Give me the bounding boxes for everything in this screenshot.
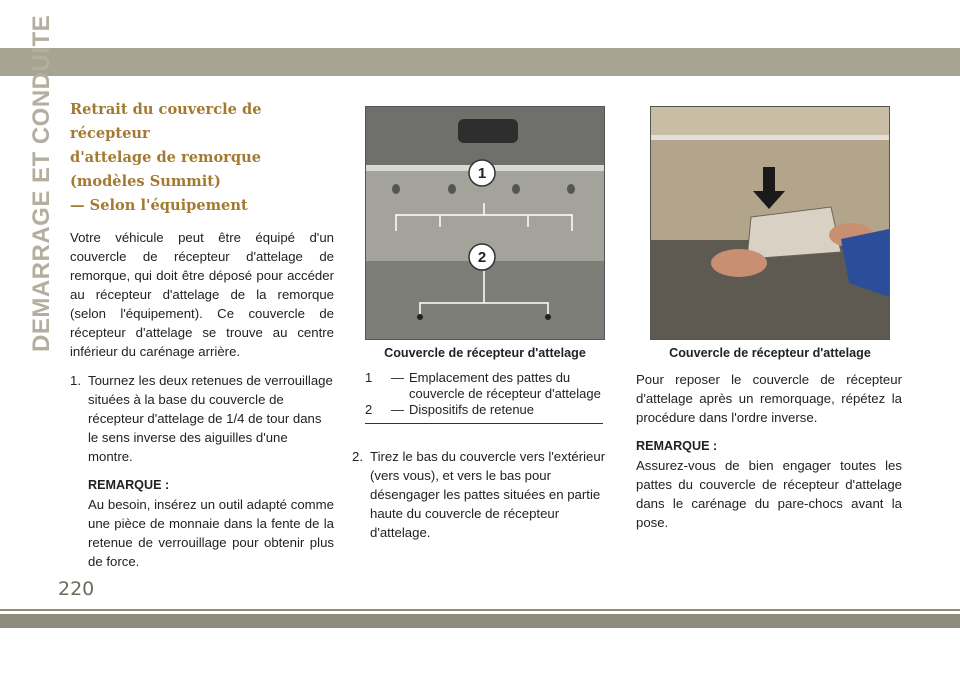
- legend-dash-2: —: [391, 402, 404, 417]
- note-2-text: Assurez-vous de bien engager toutes les pattes du couvercle de récepteur d'attelage dans le carénage du pare-chocs avant la pose.: [636, 458, 902, 530]
- figure-1-caption: Couvercle de récepteur d'attelage: [384, 346, 586, 360]
- note-1-text: Au besoin, insérez un outil adapté comme une pièce de monnaie dans la fente de la retenue de verrouillage pour obtenir plus de force.: [88, 497, 334, 569]
- legend-row-2: [365, 402, 603, 418]
- figure-2-caption: Couvercle de récepteur d'attelage: [669, 346, 871, 360]
- figure-2-photo: [650, 106, 890, 340]
- step-2-text: Tirez le bas du couvercle vers l'extérieur (vers vous), et vers le bas pour désengager les pattes situées en partie haute du couvercle de récepteur d'attelage.: [370, 449, 606, 540]
- hands-removing-cover-illustration: [651, 107, 889, 339]
- reinstall-paragraph: Pour reposer le couvercle de récepteur d'attelage après un remorquage, répétez la procédure dans l'ordre inverse.: [636, 372, 902, 425]
- legend-text-1: Emplacement des pattes du couvercle de récepteur d'attelage: [409, 370, 601, 401]
- legend-text-2: Dispositifs de retenue: [409, 402, 535, 417]
- figure-legend: [365, 370, 603, 418]
- step-1: [70, 371, 334, 466]
- legend-dash-1: —: [391, 370, 404, 385]
- header-band: [0, 48, 960, 76]
- step-2-number: 2.: [352, 449, 363, 464]
- legend-key-2: 2: [365, 402, 373, 417]
- step-1-number: 1.: [70, 373, 81, 388]
- figure-callout-1: 1: [477, 165, 487, 182]
- chapter-sidebar-title: DEMARRAGE ET CONDUITE: [28, 14, 55, 352]
- legend-divider: [365, 423, 603, 424]
- note-2-label: REMARQUE :: [636, 439, 718, 453]
- legend-row-1: [365, 370, 603, 402]
- note-1-label: REMARQUE :: [88, 478, 170, 492]
- section-title-line-3: — Selon l'équipement: [70, 197, 248, 214]
- legend-key-1: 1: [365, 370, 373, 385]
- column-middle: [352, 447, 616, 542]
- step-2: [352, 447, 616, 542]
- section-title-line-2: d'attelage de remorque (modèles Summit): [70, 149, 261, 190]
- column-right: [636, 370, 902, 532]
- step-1-text: Tournez les deux retenues de verrouillage situées à la base du couvercle de récepteur d'attelage de 1/4 de tour dans le sens inverse des aiguilles d'une montre.: [88, 373, 333, 464]
- section-title: [70, 98, 334, 218]
- footer-rule: [0, 609, 960, 611]
- footer-band: [0, 614, 960, 628]
- figure-1-photo: [365, 106, 605, 340]
- figure-callout-2: 2: [477, 249, 487, 266]
- page-number: 220: [58, 578, 95, 600]
- section-title-line-1: Retrait du couvercle de récepteur: [70, 101, 262, 142]
- bumper-photo-illustration: [366, 107, 604, 339]
- intro-paragraph: Votre véhicule peut être équipé d'un couvercle de récepteur d'attelage de remorque, qui doit être déposé pour accéder au récepteur d'attelage de la remorque (selon l'équipement). Ce couvercle de récepteur d'attelage se trouve au centre inférieur du carénage arrière.: [70, 230, 334, 359]
- column-left: [70, 98, 334, 571]
